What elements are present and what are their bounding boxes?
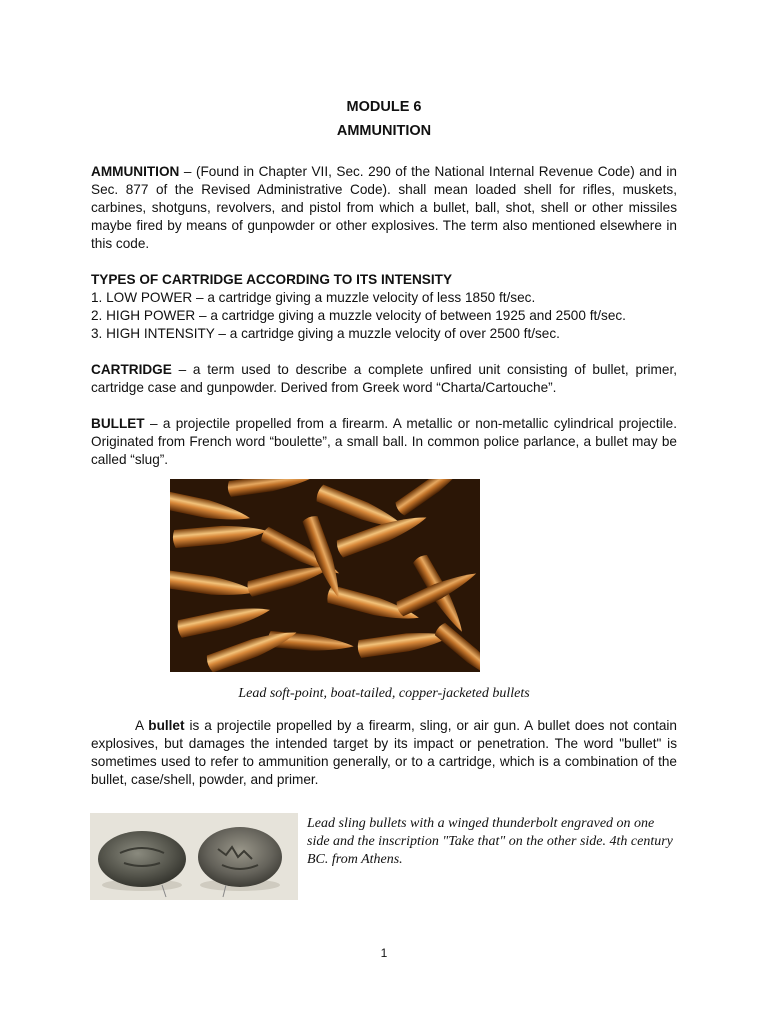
bullet-term: BULLET — [91, 416, 145, 431]
bullet-inline-term: bullet — [148, 718, 185, 733]
ammunition-term: AMMUNITION — [91, 164, 180, 179]
ammunition-text: – (Found in Chapter VII, Sec. 290 of the National Internal Revenue Code) and in Sec. 877 of the Revised Administrative Code). shall mean loaded shell for rifles, muskets, carbines, shotguns, revolvers, and pistol from which a bullet, ball, shot, shell or other missiles maybe fired by means of gunpowder or other explosives. The term also mentioned elsewhere in this code. — [91, 164, 677, 251]
bullets-photo — [170, 479, 480, 672]
sling-bullets-caption: Lead sling bullets with a winged thunderbolt engraved on one side and the inscription "Take that" on the other side. 4th century BC. from Athens. — [307, 816, 673, 867]
cartridge-term: CARTRIDGE — [91, 362, 172, 377]
bullets-caption: Lead soft-point, boat-tailed, copper-jacketed bullets — [238, 686, 530, 701]
ammunition-definition — [91, 163, 677, 253]
page-number: 1 — [380, 946, 388, 960]
type-item-2: 2. HIGH POWER – a cartridge giving a muzzle velocity of between 1925 and 2500 ft/sec. — [91, 308, 626, 323]
bullet-paragraph: A bullet is a projectile propelled by a firearm, sling, or air gun. A bullet does not contain explosives, but damages the intended target by its impact or penetration. The word "bullet" is sometimes used to refer to ammunition generally, or to a cartridge, which is a combination of the bullet, case/shell, powder, and primer. — [91, 718, 677, 787]
bullet-paragraph-text: is a projectile propelled by a firearm, sling, or air gun. A bullet does not contain explosives, but damages the intended target by its impact or penetration. The word "bullet" is sometimes used to refer to ammunition generally, or to a cartridge, which is a combination of the bullet, case/shell, powder, and primer. — [91, 718, 677, 787]
document-page — [91, 95, 677, 960]
cartridge-definition — [91, 361, 677, 397]
types-heading: TYPES OF CARTRIDGE ACCORDING TO ITS INTENSITY — [91, 272, 453, 287]
module-label: MODULE 6 — [346, 99, 422, 115]
sling-bullets-photo — [90, 813, 298, 900]
type-item-1: 1. LOW POWER – a cartridge giving a muzzle velocity of less 1850 ft/sec. — [91, 290, 536, 305]
bullet-text: – a projectile propelled from a firearm. A metallic or non-metallic cylindrical projectile. Originated from French word “boulette”, a small ball. In common police parlance, a bullet may be called “slug”. — [91, 416, 677, 467]
type-item-3: 3. HIGH INTENSITY – a cartridge giving a muzzle velocity of over 2500 ft/sec. — [91, 326, 560, 341]
bullet-definition — [91, 415, 677, 469]
cartridge-text: – a term used to describe a complete unfired unit consisting of bullet, primer, cartridge case and gunpowder. Derived from Greek word “Charta/Cartouche”. — [91, 362, 677, 395]
page-title: AMMUNITION — [336, 123, 432, 139]
